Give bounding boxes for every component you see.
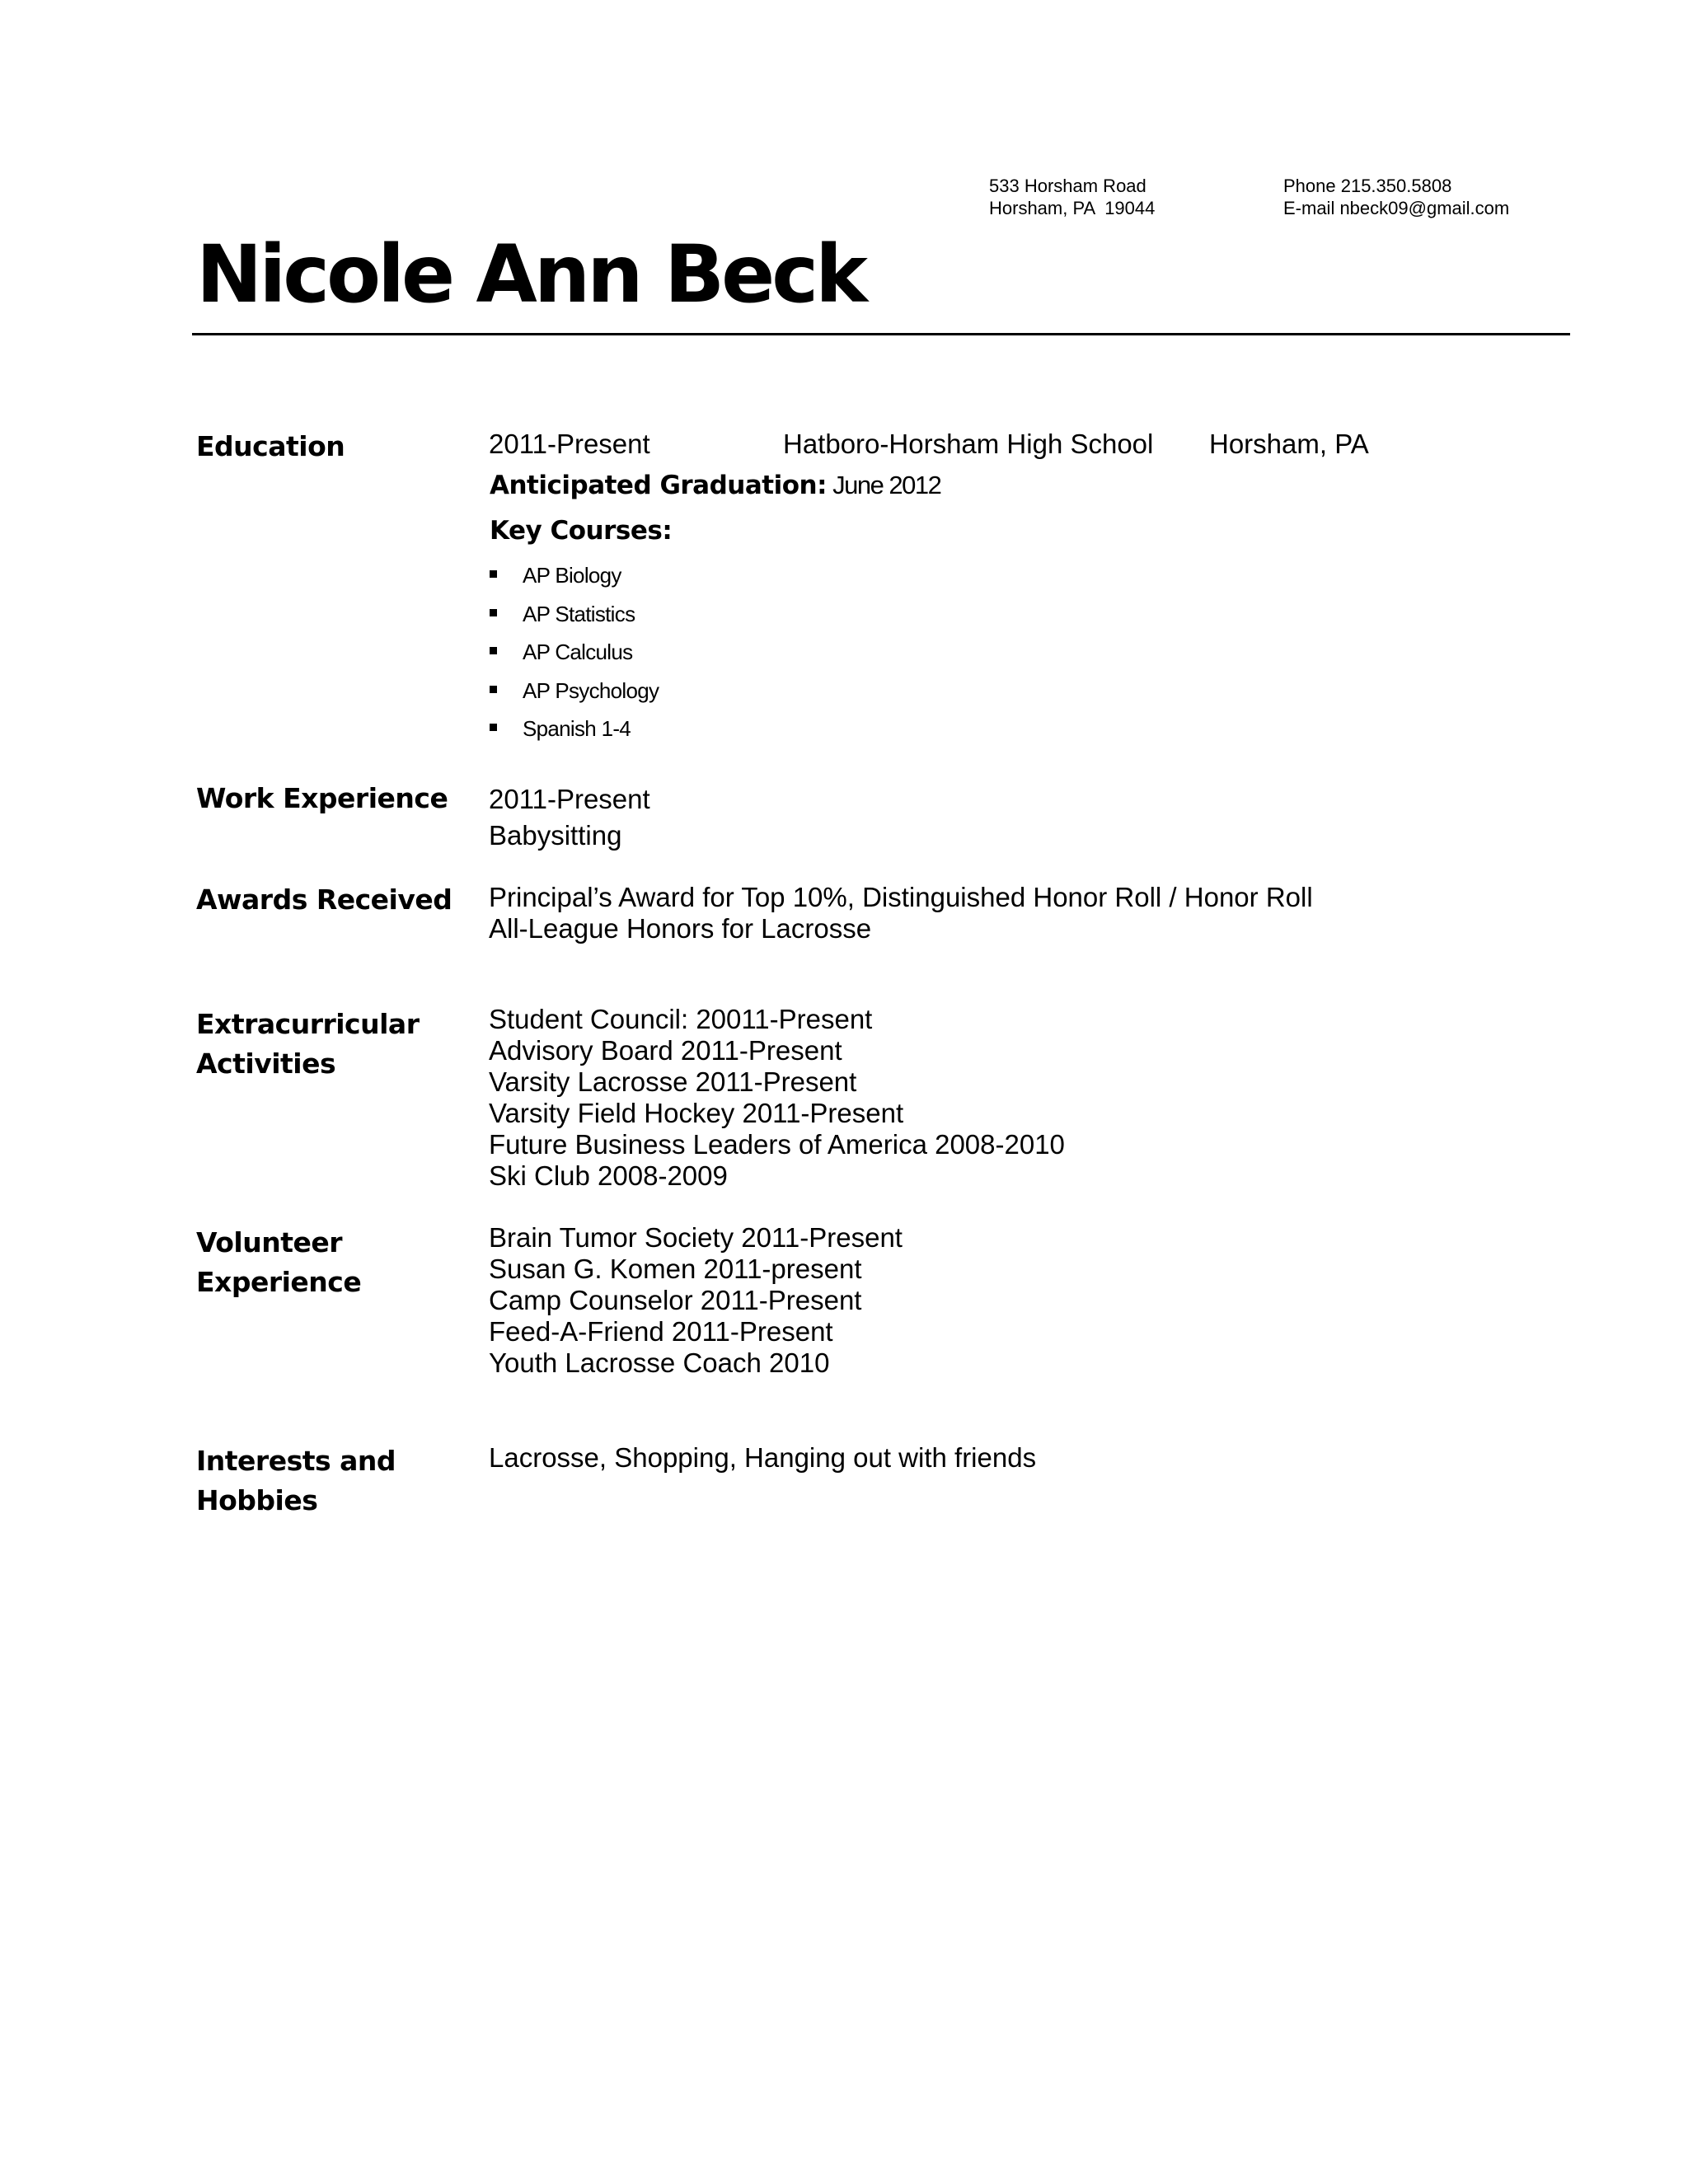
bullet-square-icon: [490, 609, 497, 616]
extracurricular-label: [196, 1005, 460, 1084]
course-name: AP Statistics: [523, 601, 635, 626]
list-item: [490, 556, 659, 595]
phone-line: Phone 215.350.5808: [1283, 176, 1452, 196]
course-name: AP Calculus: [523, 640, 633, 664]
address-block: [989, 175, 1155, 219]
phone-email-block: [1283, 175, 1509, 219]
volunteer-label: [196, 1223, 460, 1302]
graduation-label: Anticipated Graduation:: [490, 471, 827, 500]
address-line-1: 533 Horsham Road: [989, 176, 1146, 196]
bullet-square-icon: [490, 724, 497, 731]
volunteer-item: Brain Tumor Society 2011-Present: [489, 1222, 903, 1253]
school-name: Hatboro-Horsham High School: [783, 429, 1154, 459]
award-item: Principal’s Award for Top 10%, Distinguished Honor Roll / Honor Roll: [489, 882, 1313, 912]
activity-item: Ski Club 2008-2009: [489, 1160, 728, 1191]
school-location: Horsham, PA: [1209, 429, 1369, 459]
interests-label: [196, 1441, 460, 1521]
list-item: [490, 672, 659, 710]
activity-item: Student Council: 20011-Present: [489, 1004, 873, 1034]
volunteer-item: Youth Lacrosse Coach 2010: [489, 1347, 830, 1378]
interests-label-line-1: Interests and: [196, 1445, 396, 1477]
graduation-line: [490, 469, 940, 507]
resume-name: Nicole Ann Beck: [196, 228, 865, 321]
extracurricular-label-line-2: Activities: [196, 1047, 336, 1080]
awards-label: Awards Received: [196, 883, 452, 916]
award-item: All-League Honors for Lacrosse: [489, 913, 872, 944]
volunteer-content: [489, 1222, 903, 1379]
activity-item: Varsity Lacrosse 2011-Present: [489, 1066, 857, 1097]
awards-content: [489, 882, 1313, 944]
extracurricular-label-line-1: Extracurricular: [196, 1008, 420, 1040]
volunteer-item: Camp Counselor 2011-Present: [489, 1285, 862, 1315]
extracurricular-content: [489, 1004, 1065, 1192]
volunteer-label-line-1: Volunteer: [196, 1226, 343, 1258]
address-line-2: Horsham, PA 19044: [989, 198, 1156, 218]
interests-label-line-2: Hobbies: [196, 1484, 318, 1516]
course-name: AP Psychology: [523, 677, 659, 703]
graduation-value: June 2012: [826, 471, 941, 499]
bullet-square-icon: [490, 647, 497, 654]
volunteer-label-line-2: Experience: [196, 1266, 362, 1298]
course-list: [490, 556, 659, 748]
volunteer-item: Susan G. Komen 2011-present: [489, 1254, 862, 1284]
list-item: [490, 710, 659, 748]
work-experience-content: [489, 781, 650, 854]
list-item: [490, 595, 659, 634]
course-name: AP Biology: [523, 563, 621, 588]
education-dates: 2011-Present: [489, 429, 650, 459]
education-label: Education: [196, 430, 345, 462]
work-experience-label: Work Experience: [196, 782, 448, 814]
list-item: [490, 633, 659, 672]
bullet-square-icon: [490, 686, 497, 693]
activity-item: Varsity Field Hockey 2011-Present: [489, 1098, 904, 1128]
volunteer-item: Feed-A-Friend 2011-Present: [489, 1316, 833, 1347]
work-role: Babysitting: [489, 820, 622, 851]
activity-item: Advisory Board 2011-Present: [489, 1035, 842, 1066]
activity-item: Future Business Leaders of America 2008-2010: [489, 1129, 1065, 1160]
interests-content: Lacrosse, Shopping, Hanging out with friends: [489, 1442, 1037, 1473]
course-name: Spanish 1-4: [523, 716, 631, 741]
email-line: E-mail nbeck09@gmail.com: [1283, 198, 1510, 218]
header-divider: [192, 333, 1570, 335]
bullet-square-icon: [490, 570, 497, 578]
work-dates: 2011-Present: [489, 784, 650, 814]
key-courses-label: Key Courses:: [490, 516, 673, 546]
